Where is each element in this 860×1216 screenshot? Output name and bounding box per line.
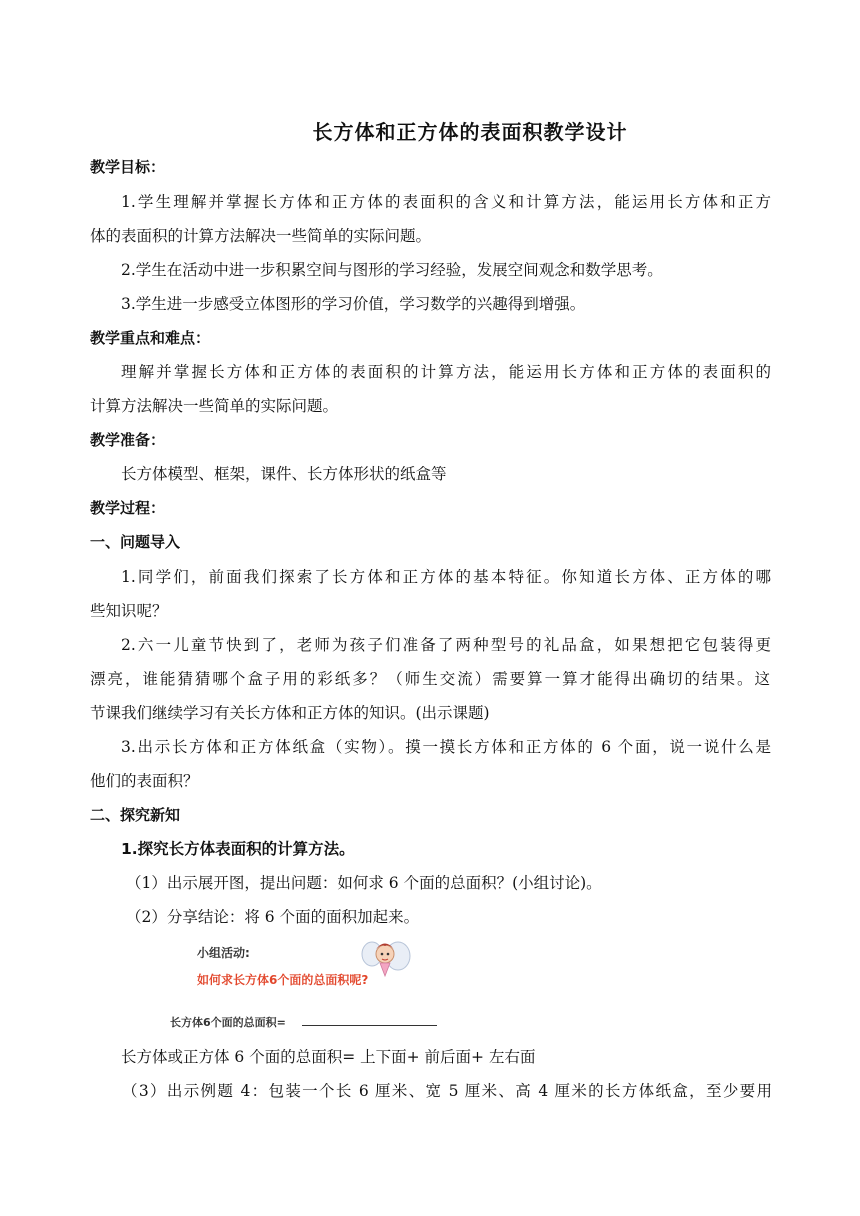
part2-heading: 二、探究新知 — [90, 806, 181, 824]
part2-step-2: （2）分享结论：将 6 个面的面积加起来。 — [126, 908, 420, 926]
part1-p2-line-1: 2.六一儿童节快到了，老师为孩子们准备了两种型号的礼品盒，如果想把它包装得更 — [121, 636, 771, 654]
figure-label-question: 如何求长方体6个面的总面积呢? — [197, 973, 369, 987]
goals-heading: 教学目标： — [90, 158, 166, 176]
answer-blank-line — [302, 1025, 437, 1026]
goal-2: 2.学生在活动中进一步积累空间与图形的学习经验，发展空间观念和数学思考。 — [121, 261, 663, 279]
part1-p3-line-2: 他们的表面积？ — [90, 772, 199, 790]
key-points-heading: 教学重点和难点： — [90, 329, 211, 347]
goal-1-line-1: 1.学生理解并掌握长方体和正方体的表面积的含义和计算方法，能运用长方体和正方 — [121, 193, 771, 211]
key-points-line-1: 理解并掌握长方体和正方体的表面积的计算方法，能运用长方体和正方体的表面积的 — [121, 363, 771, 381]
part1-heading: 一、问题导入 — [90, 533, 181, 551]
part2-step-1: （1）出示展开图，提出问题：如何求 6 个面的总面积？(小组讨论)。 — [126, 874, 602, 892]
part2-sub1: 1.探究长方体表面积的计算方法。 — [121, 840, 355, 858]
document-title: 长方体和正方体的表面积教学设计 — [312, 120, 628, 144]
formula-line: 长方体或正方体 6 个面的总面积= 上下面+ 前后面+ 左右面 — [121, 1048, 536, 1066]
fairy-illustration — [358, 934, 414, 982]
part1-p2-line-3: 节课我们继续学习有关长方体和正方体的知识。(出示课题) — [90, 704, 490, 722]
group-activity-figure — [160, 934, 460, 1034]
part2-step-3: （3）出示例题 4：包装一个长 6 厘米、宽 5 厘米、高 4 厘米的长方体纸盒，至少要用 — [122, 1082, 772, 1100]
goal-1-line-2: 体的表面积的计算方法解决一些简单的实际问题。 — [90, 227, 432, 245]
figure-label-total-area: 长方体6个面的总面积= — [170, 1016, 286, 1029]
process-heading: 教学过程： — [90, 499, 166, 517]
goal-3: 3.学生进一步感受立体图形的学习价值，学习数学的兴趣得到增强。 — [121, 295, 586, 313]
part1-p3-line-1: 3.出示长方体和正方体纸盒（实物）。摸一摸长方体和正方体的 6 个面，说一说什么是 — [121, 738, 771, 756]
key-points-line-2: 计算方法解决一些简单的实际问题。 — [90, 397, 339, 415]
figure-label-activity: 小组活动: — [197, 946, 250, 960]
part1-p1-line-1: 1.同学们，前面我们探索了长方体和正方体的基本特征。你知道长方体、正方体的哪 — [121, 568, 771, 586]
prep-heading: 教学准备： — [90, 431, 166, 449]
prep-text: 长方体模型、框架，课件、长方体形状的纸盒等 — [121, 465, 447, 483]
part1-p1-line-2: 些知识呢？ — [90, 602, 168, 620]
part1-p2-line-2: 漂亮，谁能猜猜哪个盒子用的彩纸多？（师生交流）需要算一算才能得出确切的结果。这 — [90, 670, 770, 688]
